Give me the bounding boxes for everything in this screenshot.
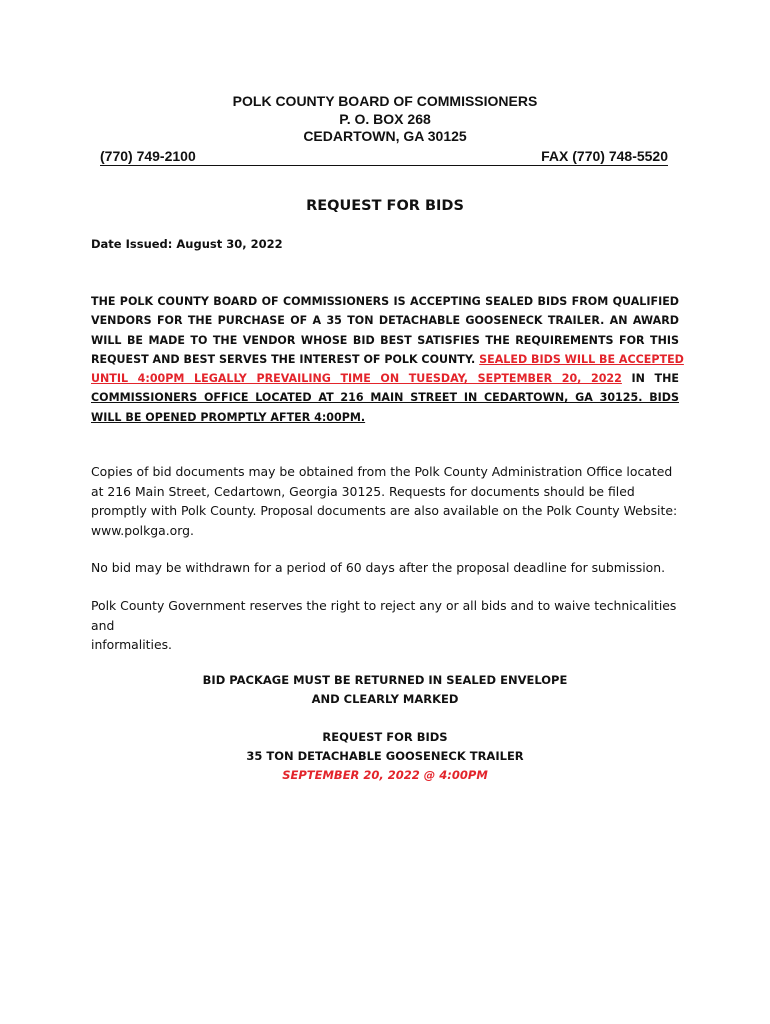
paragraph-line: at 216 Main Street, Cedartown, Georgia 30125. Requests for documents should be filed [91,483,635,499]
paragraph-line: Polk County Government reserves the right to reject any or all bids and to waive technicalities and [91,598,677,633]
contact-row [100,148,668,166]
notice-line: WILL BE MADE TO THE VENDOR WHOSE BID BEST SATISFIES THE REQUIREMENTS FOR THIS [91,333,679,347]
notice-line [91,350,684,369]
phone-number: (770) 749-2100 [100,148,196,164]
notice-line: WILL BE OPENED PROMPTLY AFTER 4:00PM. [91,410,366,424]
deadline-highlight: SEALED BIDS WILL BE ACCEPTED [479,352,684,366]
withdraw-paragraph [91,558,691,578]
letterhead [0,93,770,146]
paragraph-line: www.polkga.org. [91,522,194,538]
paragraph-line: promptly with Polk County. Proposal documents are also available on the Polk County Website: [91,503,678,518]
notice-line: COMMISSIONERS OFFICE LOCATED AT 216 MAIN STREET IN CEDARTOWN, GA 30125. BIDS [91,391,679,405]
envelope-marking [0,728,770,785]
fax-number: FAX (770) 748-5520 [541,148,668,164]
copies-paragraph [91,462,691,540]
closing-line: REQUEST FOR BIDS [322,730,448,744]
org-name: POLK COUNTY BOARD OF COMMISSIONERS [232,93,538,109]
city-state-zip: CEDARTOWN, GA 30125 [303,128,467,144]
po-box: P. O. BOX 268 [339,110,431,127]
closing-line: 35 TON DETACHABLE GOOSENECK TRAILER [246,749,524,763]
paragraph-line: Copies of bid documents may be obtained from the Polk County Administration Office located [91,464,673,479]
date-issued-value: August 30, 2022 [176,237,283,251]
deadline-highlight: UNTIL 4:00PM LEGALLY PREVAILING TIME ON TUESDAY, SEPTEMBER 20, 2022 [91,372,622,386]
paragraph-line: No bid may be withdrawn for a period of 60 days after the proposal deadline for submission. [91,560,666,575]
notice-line: THE POLK COUNTY BOARD OF COMMISSIONERS IS ACCEPTING SEALED BIDS FROM QUALIFIED [91,295,679,308]
closing-deadline: SEPTEMBER 20, 2022 @ 4:00PM [282,768,488,782]
notice-line: VENDORS FOR THE PURCHASE OF A 35 TON DETACHABLE GOOSENECK TRAILER. AN AWARD [91,314,679,328]
closing-line: BID PACKAGE MUST BE RETURNED IN SEALED ENVELOPE [202,673,568,687]
document-title: REQUEST FOR BIDS [306,198,464,214]
notice-text: IN THE [631,372,679,386]
notice-line [91,369,679,388]
closing-line: AND CLEARLY MARKED [311,692,459,706]
paragraph-line: informalities. [91,637,172,652]
notice-text: REQUEST AND BEST SERVES THE INTEREST OF POLK COUNTY. [91,352,476,366]
date-issued [91,236,283,253]
reserve-paragraph [91,596,691,655]
return-instructions [0,671,770,709]
date-issued-label: Date Issued: [91,237,173,251]
bid-notice [91,292,684,427]
